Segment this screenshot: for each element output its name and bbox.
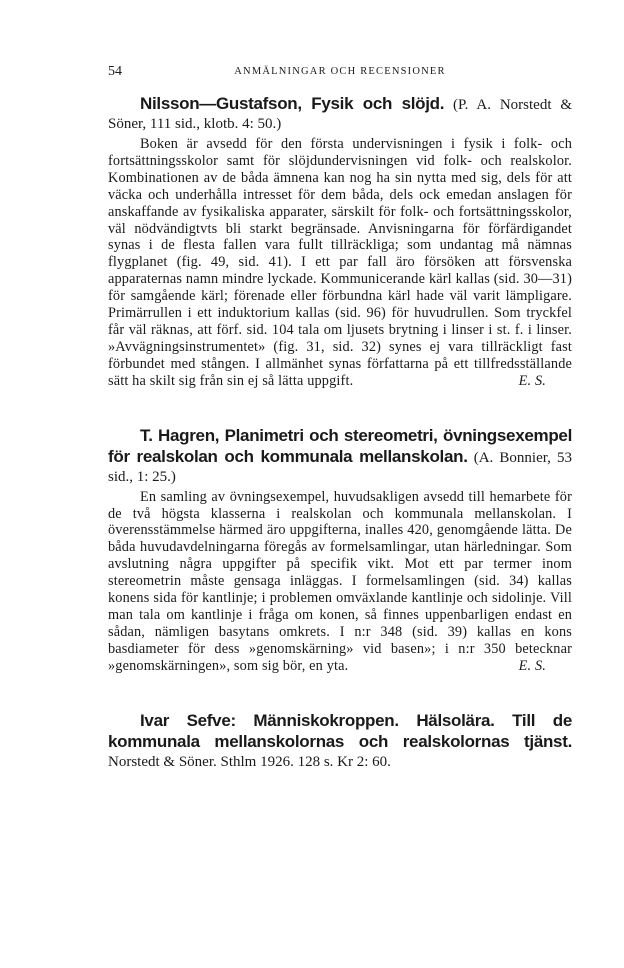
running-head [108,60,572,82]
review-nilsson-gustafson [108,94,572,390]
review-body [108,489,572,675]
review-heading [108,94,572,134]
review-title: T. Hagren, Planimetri och stereometri, övningsexempel för realskolan och kommunala mellanskolan. [108,425,572,466]
review-title: Nilsson—Gustafson, Fysik och slöjd. [140,94,445,113]
review-signature: E. S. [518,657,546,674]
review-title: Ivar Sefve: Människokroppen. Hälsolära. Till de kommunala mellanskolornas och realskolornas tjänst. [108,710,572,751]
review-publication: (P. A. Norstedt & Söner, 111 sid., klotb. 4: 50.) [108,97,572,132]
review-heading [108,426,572,487]
running-title: ANMÄLNINGAR OCH RECENSIONER [234,66,446,77]
review-heading [108,711,572,772]
review-body [108,136,572,390]
review-sefve [108,711,572,772]
review-publication: (A. Bonnier, 53 sid., 1: 25.) [108,449,573,485]
review-body-text: Boken är avsedd för den första undervisningen i fysik i folk- och fortsättningsskolor samt för slöjdundervisningen vid folk- och realskolor. Kombinationen av de båda ämnena kan nog ha sin nytta med sig, dels för att väcka och underhålla intresset för dem båda, dels ock emedan anslagen för anskaffande av fysikaliska apparater, särskilt för folk- och fortsättningsskolor, väl nödvändigtvts bli starkt begränsade. Anvisningarna för förfärdigandet synas i de flesta fallen vara fullt tillräckliga; som undantag må nämnas flygplanet (fig. 49, sid. 41). I ett par fall äro försöken att försvenska apparaternas namn mindre lyckade. Kommunicerande kärl kallas (sid. 30—31) för samgående kärl; förenade eller förbundna kärl hade väl varit lämpligare. Primärrullen i ett induktorium kallas (sid. 96) för huvudrullen. Som tryckfel får väl räknas, att förf. sid. 104 tala om ljusets brytning i linser i st. f. i linser. »Avvägningsinstrumentet» (fig. 31, sid. 32) synes ej vara tillräckligt fast förbundet med stången. I allmänhet synas författarna på ett tillfredsställande sätt ha skilt sig från sin ej så lätta uppgift. [108,136,572,389]
page-number: 54 [108,64,122,79]
review-hagren [108,426,572,675]
review-publication: Norstedt & Söner. Sthlm 1926. 128 s. Kr 2: 60. [108,753,391,770]
page [108,60,572,772]
review-signature: E. S. [518,372,546,389]
review-body-text: En samling av övningsexempel, huvudsakligen avsedd till hemarbete för de två högsta klasserna i realskolan och kommunala mellanskolan. I överensstämmelse härmed äro uppgifterna, inalles 420, genomgående lätta. De båda huvudavdelningarna föregås av formelsamlingar, utan härledningar. Som avslutning några uppgifter på specifik vikt. Mot ett par termer inom stereometrin måste gensaga inläggas. I formelsamlingen (sid. 34) kallas konens sida för kantlinje; i problemen omväxlande kantlinje och sidolinje. Vill man tala om kantlinje i fråga om konen, så finnes uppenbarligen endast en sådan, nämligen basytans omkrets. I n:r 348 (sid. 39) kallas en kons basdiameter för dess »genomskärning» vid basen»; i n:r 350 betecknar »genomskärningen», som sig bör, en yta. [108,488,572,674]
